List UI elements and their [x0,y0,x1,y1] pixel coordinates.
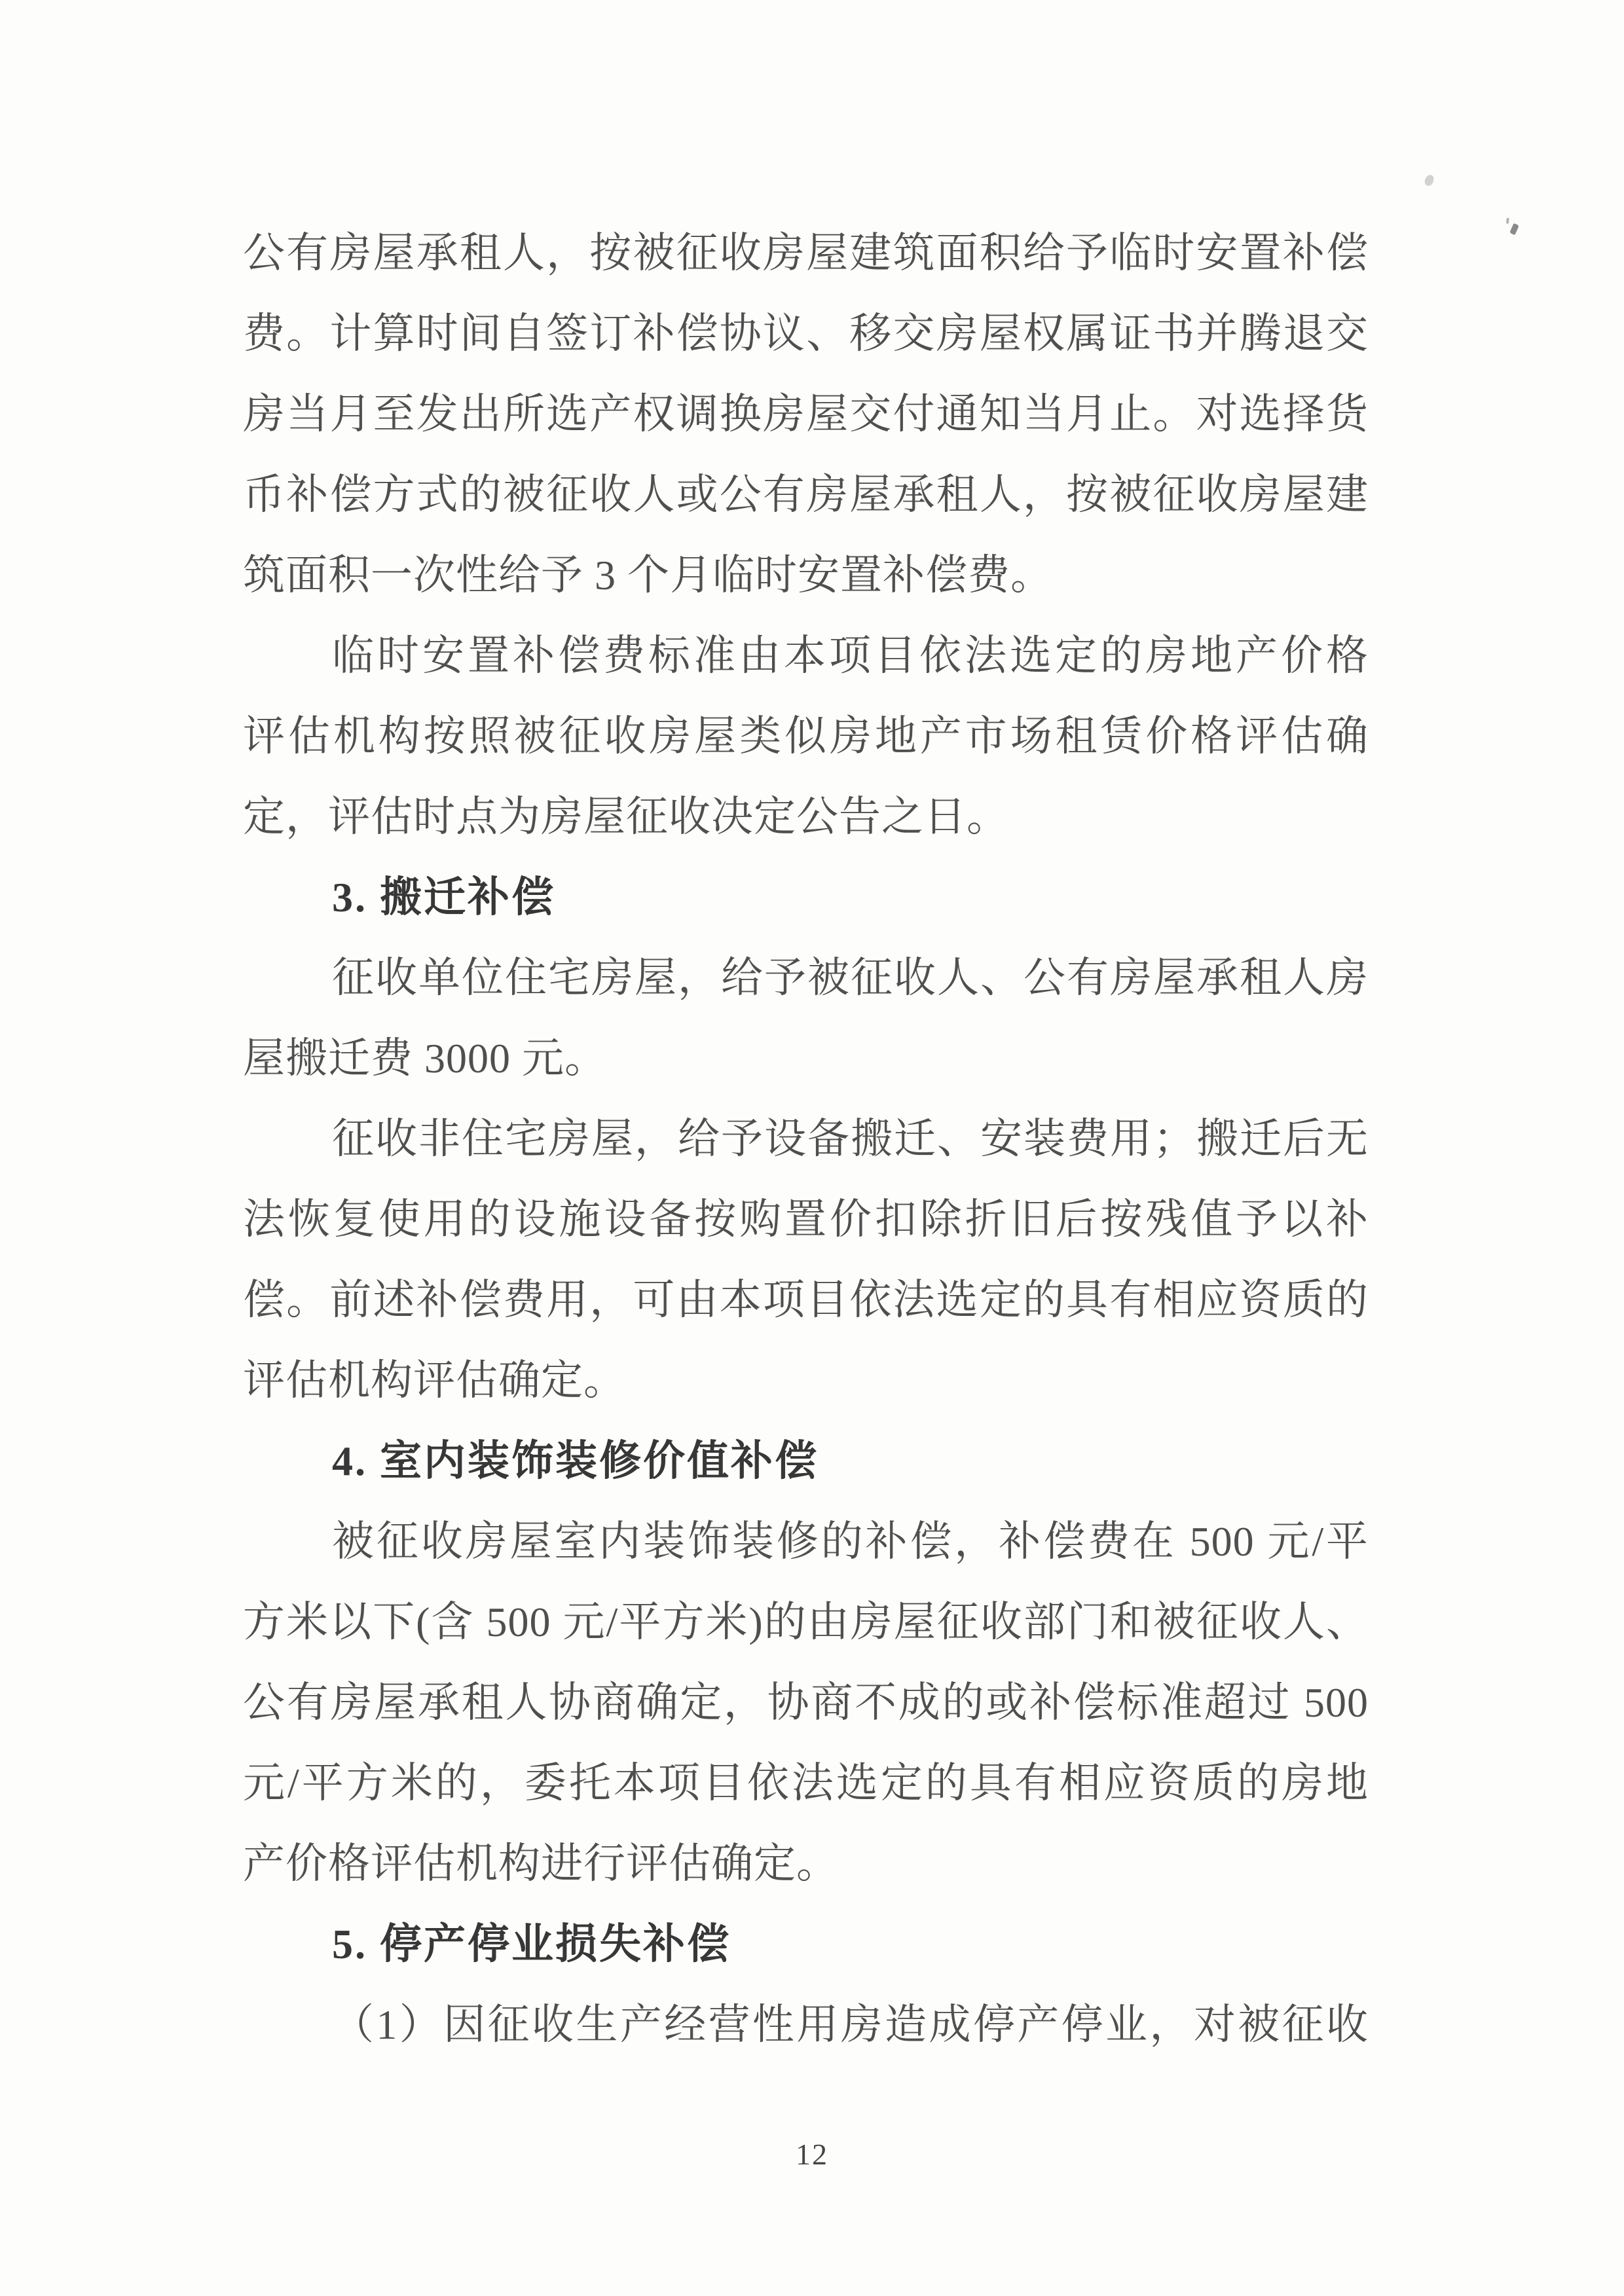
text-line: 临时安置补偿费标准由本项目依法选定的房地产价格 [332,632,1369,679]
text-line: 被征收房屋室内装饰装修的补偿，补偿费在 500 元/平 [332,1518,1369,1565]
section-heading: 4. 室内装饰装修价值补偿 [332,1438,819,1484]
text-line: 方米以下(含 500 元/平方米)的由房屋征收部门和被征收人、 [243,1599,1369,1645]
text-line: 征收单位住宅房屋，给予被征收人、公有房屋承租人房 [332,955,1369,1001]
text-line: 产价格评估机构进行评估确定。 [243,1840,839,1887]
text-line: 征收非住宅房屋，给予设备搬迁、安装费用；搬迁后无 [332,1116,1369,1162]
text-line: 元/平方米的，委托本项目依法选定的具有相应资质的房地 [243,1760,1369,1806]
text-line: （1）因征收生产经营性用房造成停产停业，对被征收 [332,2001,1369,2048]
section-heading: 3. 搬迁补偿 [332,874,555,920]
text-line: 屋搬迁费 3000 元。 [243,1035,607,1082]
text-line: 定，评估时点为房屋征收决定公告之日。 [243,793,1009,840]
text-line: 费。计算时间自签订补偿协议、移交房屋权属证书并腾退交 [243,310,1369,357]
text-line: 公有房屋承租人协商确定，协商不成的或补偿标准超过 500 [243,1679,1369,1726]
text-line: 评估机构评估确定。 [243,1357,626,1404]
text-line: 房当月至发出所选产权调换房屋交付通知当月止。对选择货 [243,391,1369,437]
text-line: 评估机构按照被征收房屋类似房地产市场租赁价格评估确 [243,713,1369,759]
text-block [243,213,1369,2065]
text-line: 法恢复使用的设施设备按购置价扣除折旧后按残值予以补 [243,1196,1369,1243]
text-line: 币补偿方式的被征收人或公有房屋承租人，按被征收房屋建 [243,471,1369,518]
text-line: 偿。前述补偿费用，可由本项目依法选定的具有相应资质的 [243,1277,1369,1323]
section-heading: 5. 停产停业损失补偿 [332,1921,731,1967]
scan-speck-dark [1509,223,1519,235]
text-line: 公有房屋承租人，按被征收房屋建筑面积给予临时安置补偿 [243,230,1369,276]
page-number: 12 [796,2138,828,2171]
scan-speck-light [1424,174,1434,187]
text-line: 筑面积一次性给予 3 个月临时安置补偿费。 [243,552,1053,598]
